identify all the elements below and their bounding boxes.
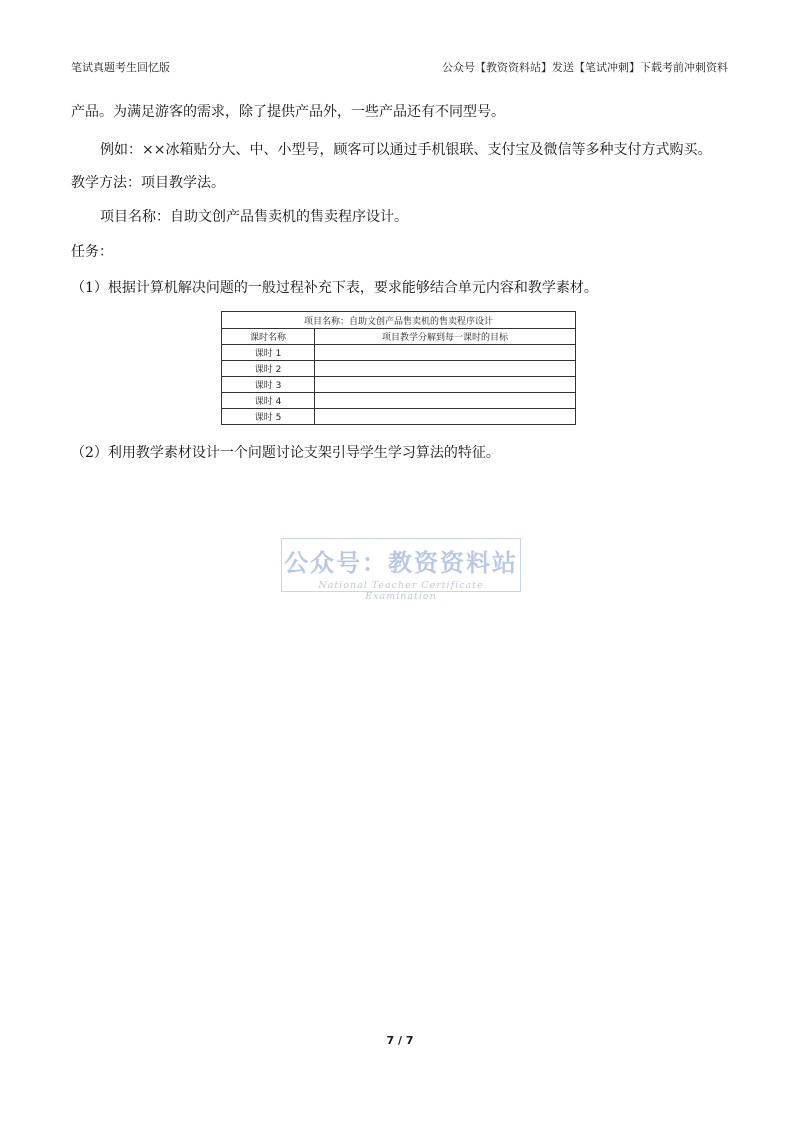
table-title: 项目名称：自助文创产品售卖机的售卖程序设计 (222, 312, 576, 329)
header-left-text: 笔试真题考生回忆版 (71, 61, 170, 74)
paragraph-project-name: 项目名称：自助文创产品售卖机的售卖程序设计。 (100, 209, 408, 225)
lesson-name-cell: 课时 3 (222, 377, 315, 393)
paragraph-example: 例如：××冰箱贴分大、中、小型号，顾客可以通过手机银联、支付宝及微信等多种支付方式购买。 (100, 142, 712, 158)
lesson-goal-cell (315, 361, 576, 377)
lesson-name-cell: 课时 2 (222, 361, 315, 377)
watermark-stamp (281, 538, 521, 602)
lesson-goal-cell (315, 377, 576, 393)
table-title-row (222, 312, 576, 329)
table-row (222, 361, 576, 377)
header-right-text: 公众号【教资资料站】发送【笔试冲刺】下载考前冲刺资料 (442, 61, 728, 74)
table-row (222, 409, 576, 425)
table-row (222, 377, 576, 393)
lesson-goal-cell (315, 345, 576, 361)
table-row (222, 393, 576, 409)
paragraph-task-1: （1）根据计算机解决问题的一般过程补充下表，要求能够结合单元内容和教学素材。 (71, 280, 598, 296)
paragraph-task-2: （2）利用教学素材设计一个问题讨论支架引导学生学习算法的特征。 (71, 445, 500, 461)
paragraph-task-heading: 任务： (71, 244, 113, 260)
column-header-lesson: 课时名称 (222, 329, 315, 345)
lesson-name-cell: 课时 5 (222, 409, 315, 425)
lesson-name-cell: 课时 1 (222, 345, 315, 361)
paragraph-teaching-method: 教学方法：项目教学法。 (71, 175, 225, 191)
paragraph-products: 产品。为满足游客的需求，除了提供产品外，一些产品还有不同型号。 (71, 104, 505, 120)
page-number: 7 / 7 (386, 1034, 414, 1047)
lesson-goal-cell (315, 409, 576, 425)
lesson-name-cell: 课时 4 (222, 393, 315, 409)
table-header-row (222, 329, 576, 345)
watermark-sub-text: National Teacher Certificate Examination (318, 580, 484, 602)
watermark-main-text: 公众号：教资资料站 (284, 549, 518, 577)
lesson-goal-cell (315, 393, 576, 409)
lesson-plan-table (221, 311, 576, 425)
column-header-goal: 项目教学分解到每一课时的目标 (315, 329, 576, 345)
table-row (222, 345, 576, 361)
